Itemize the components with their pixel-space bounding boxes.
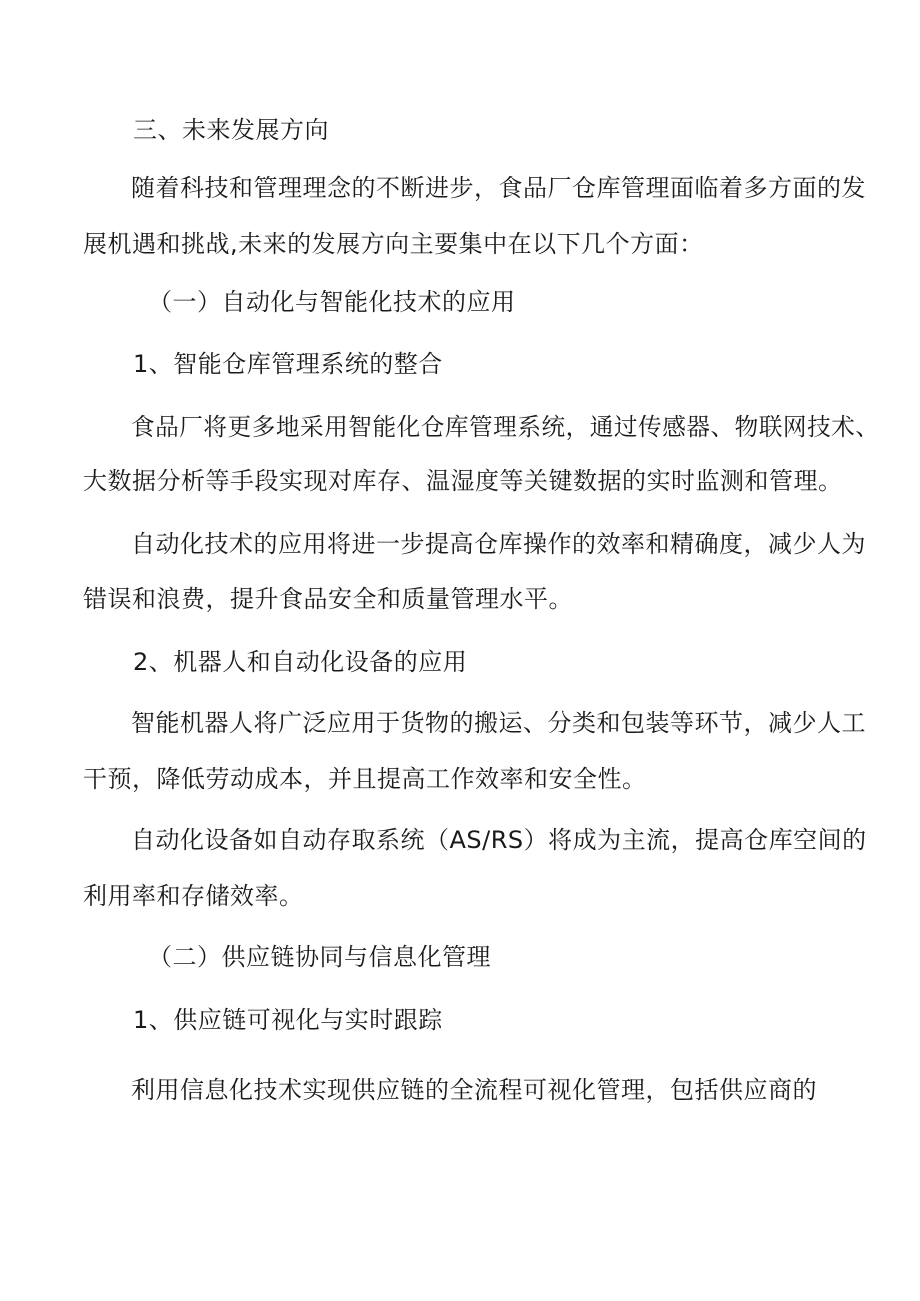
item-title-1-1: 1、智能仓库管理系统的整合 <box>133 350 443 378</box>
paragraph-1-2-1-line-2: 干预，降低劳动成本，并且提高工作效率和安全性。 <box>83 765 647 793</box>
paragraph-1-1-2-line-2: 错误和浪费，提升食品安全和质量管理水平。 <box>83 585 573 613</box>
paragraph-2-1-1-line-1: 利用信息化技术实现供应链的全流程可视化管理，包括供应商的 <box>131 1076 817 1104</box>
section-title: 三、未来发展方向 <box>133 116 329 144</box>
paragraph-1-2-2-line-1: 自动化设备如自动存取系统（AS/RS）将成为主流，提高仓库空间的 <box>131 826 867 854</box>
paragraph-1-2-1-line-1: 智能机器人将广泛应用于货物的搬运、分类和包装等环节，减少人工 <box>131 709 866 737</box>
paragraph-1-1-2-line-1: 自动化技术的应用将进一步提高仓库操作的效率和精确度，减少人为 <box>131 530 866 558</box>
paragraph-1-1-1-line-1: 食品厂将更多地采用智能化仓库管理系统，通过传感器、物联网技术、 <box>131 413 880 441</box>
paragraph-1-1-1-line-2: 大数据分析等手段实现对库存、温湿度等关键数据的实时监测和管理。 <box>83 467 843 495</box>
subsection-title-1: （一）自动化与智能化技术的应用 <box>148 288 516 316</box>
subsection-title-2: （二）供应链协同与信息化管理 <box>148 943 491 971</box>
item-title-2-1: 1、供应链可视化与实时跟踪 <box>133 1006 443 1034</box>
intro-paragraph-line-1: 随着科技和管理理念的不断进步，食品厂仓库管理面临着多方面的发 <box>131 174 866 202</box>
item-title-1-2: 2、机器人和自动化设备的应用 <box>133 648 468 676</box>
intro-paragraph-line-2: 展机遇和挑战,未来的发展方向主要集中在以下几个方面： <box>83 230 704 258</box>
paragraph-1-2-2-line-2: 利用率和存储效率。 <box>83 882 304 910</box>
